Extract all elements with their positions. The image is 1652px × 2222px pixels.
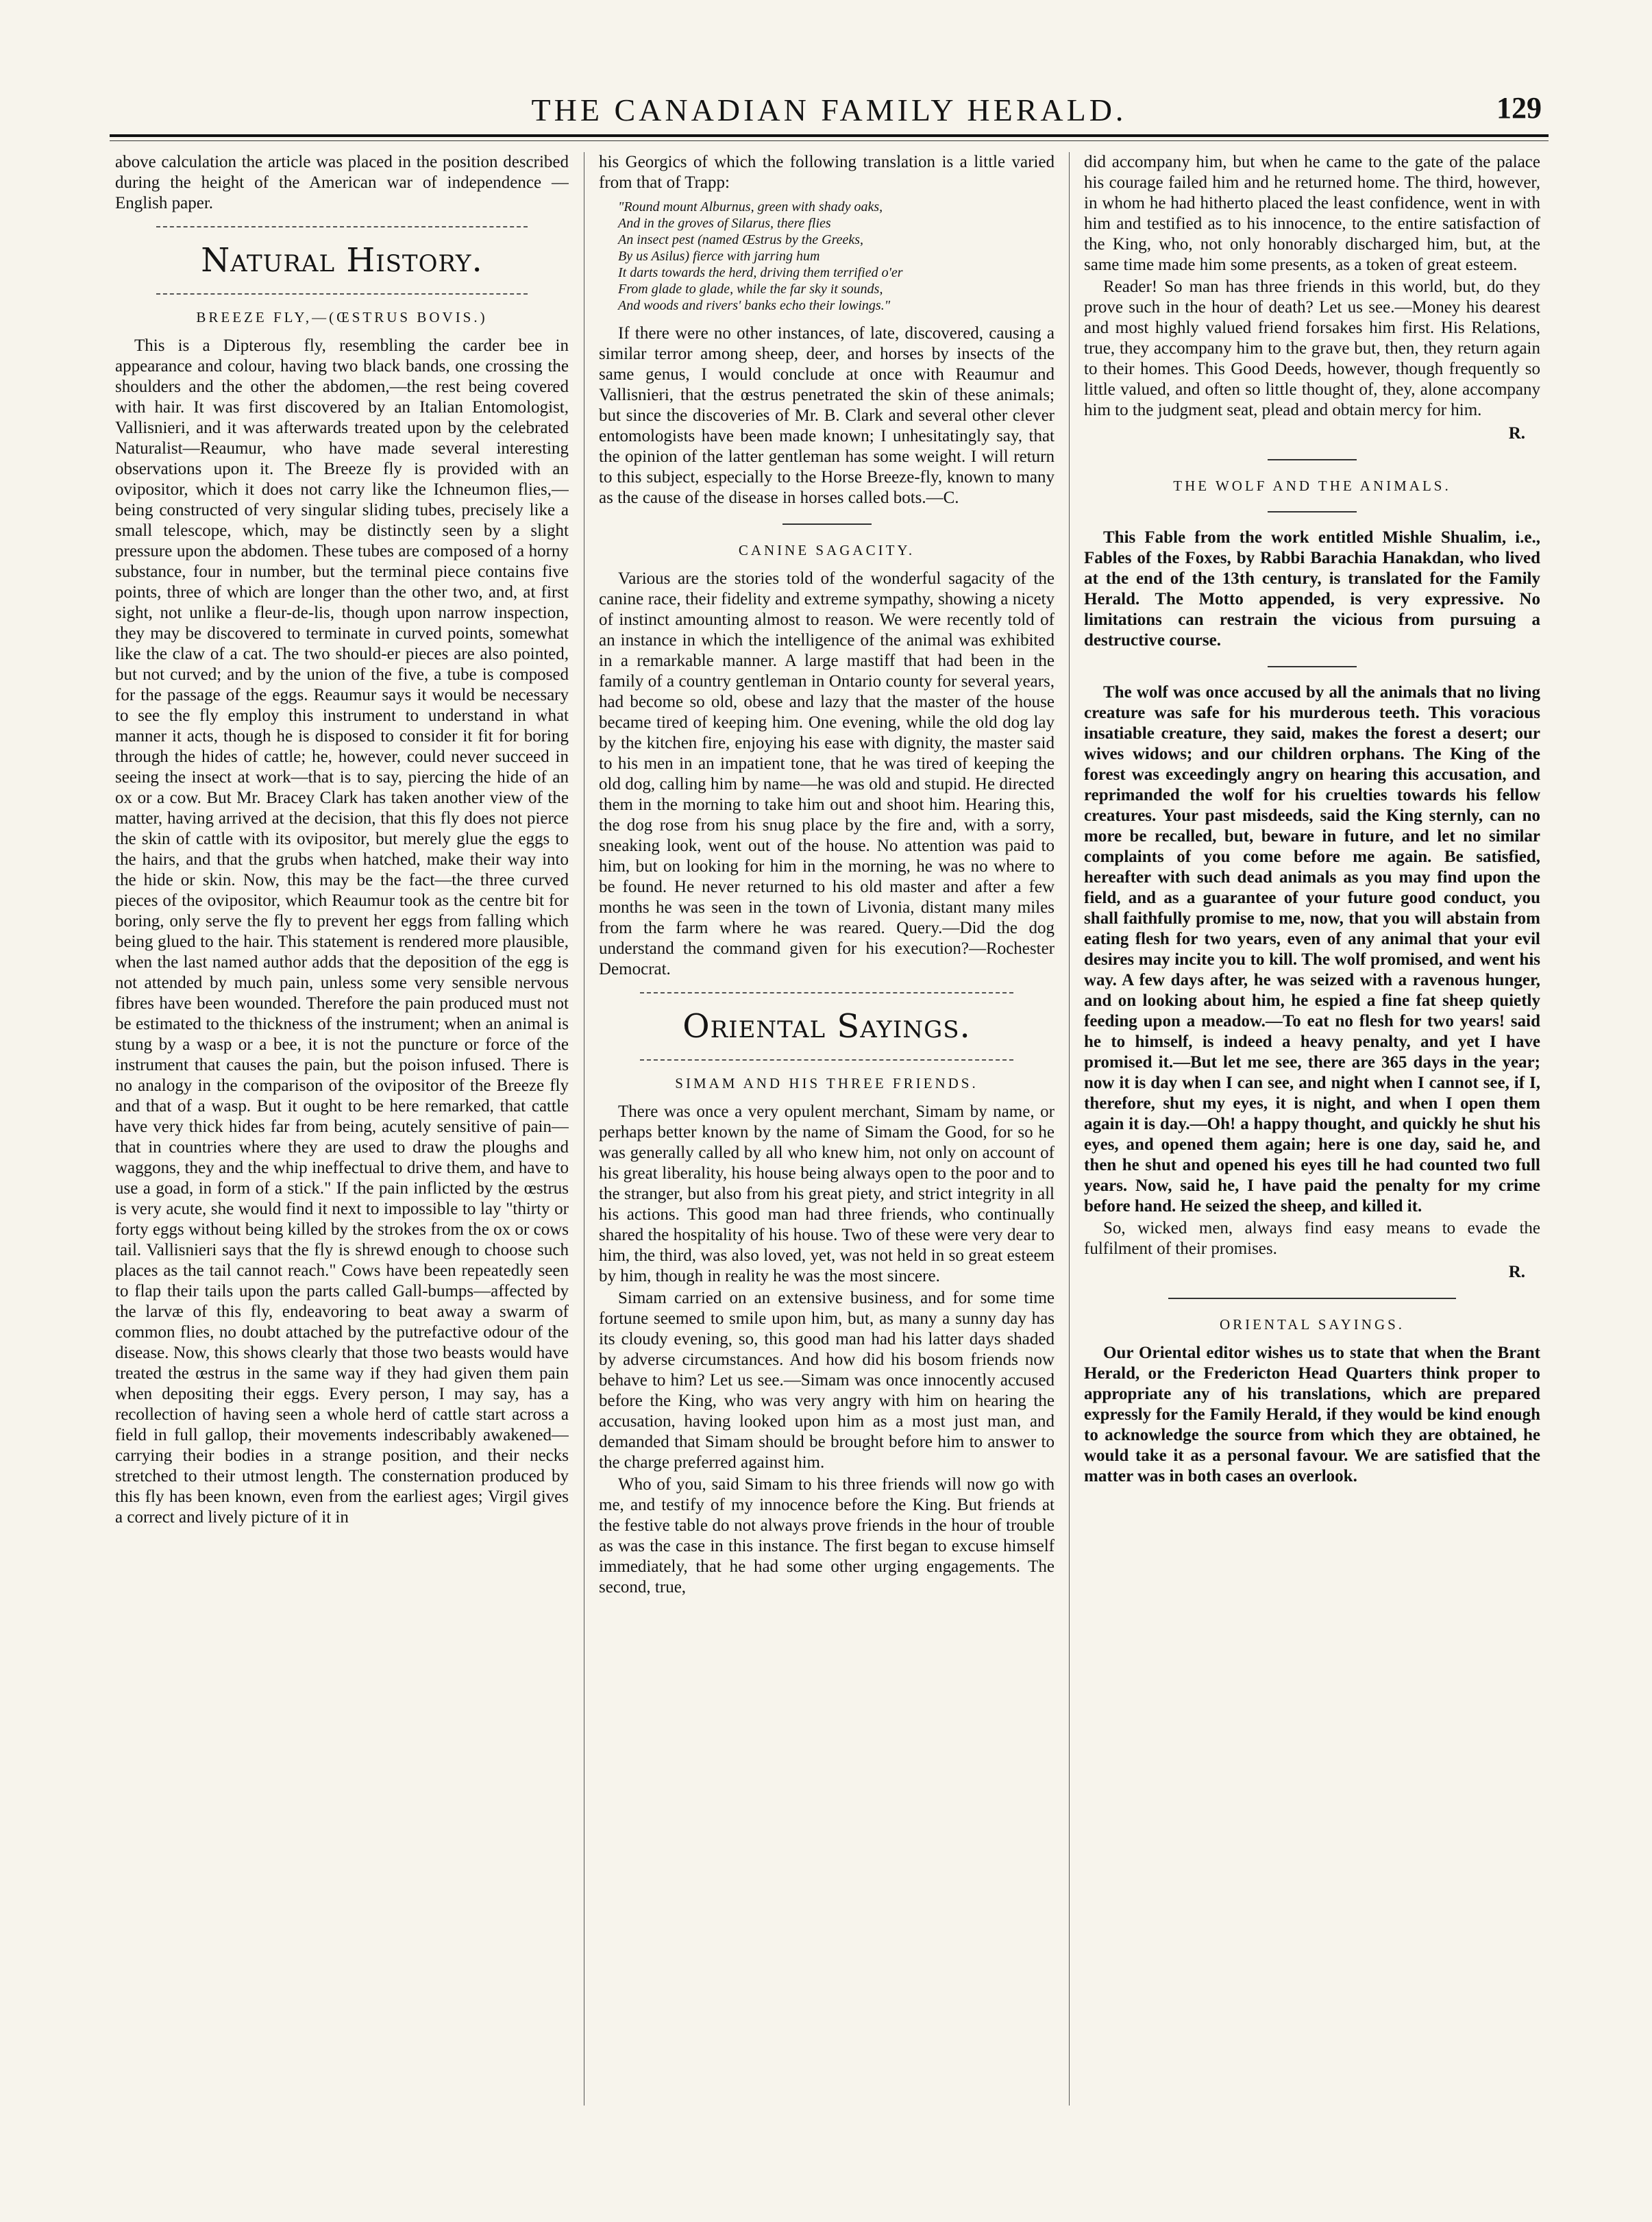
article-divider xyxy=(1268,511,1357,513)
author-signature: R. xyxy=(1508,424,1525,443)
header-rule xyxy=(110,134,1549,137)
simam-paragraph: Simam carried on an extensive business, and for some time fortune seemed to smile upon him, but, as many a sunny day has its cloudy evening, so, this good man had his latter days shaded by adverse circumstances. And how did his bosom friends now behave to him? Let us see.—Simam was once innocently accused before the King, who was very angry with him on hearing the accusation, having looked upon him as a most just man, and demanded that Simam should be brought before him to answer to the charge preferred against him. xyxy=(599,1289,1055,1472)
breeze-fly-heading: BREEZE FLY,—(ŒSTRUS BOVIS.) xyxy=(196,309,488,325)
verse-line: And in the groves of Silarus, there flies xyxy=(618,216,831,231)
natural-history-heading: Natural History. xyxy=(201,241,483,280)
oriental-sayings-notice-heading: ORIENTAL SAYINGS. xyxy=(1219,1316,1405,1333)
section-divider xyxy=(640,1059,1013,1061)
georgics-intro: his Georgics of which the following translation is a little varied from that of Trapp: xyxy=(599,153,1055,192)
column-right xyxy=(1084,152,1540,2106)
column-middle xyxy=(599,152,1055,2106)
verse-line: It darts towards the herd, driving them terrified o'er xyxy=(618,265,903,280)
simam-heading: SIMAM AND HIS THREE FRIENDS. xyxy=(675,1075,978,1091)
section-divider xyxy=(156,293,528,295)
column-left xyxy=(115,152,569,2106)
breeze-fly-paragraph: This is a Dipterous fly, resembling the carder bee in appearance and colour, having two black bands, one crossing the shoulders and the other the abdomen,—the rest being covered with hair. It was first discovered by an Italian Entomologist, Vallisnieri, and it was afterwards treated upon by the celebrated Naturalist—Reaumur, who have made several interesting observations upon it. The Breeze fly is provided with an ovipositor, which it does not carry like the Ichneumon flies,—being constructed of very singular sliding tubes, precisely like a small telescope, which, may be distinctly seen by a slight pressure upon the abdomen. These tubes are composed of a horny substance, four in number, but the terminal piece contains five points, three of which are longer than the other two, and, at first sight, not unlike a fleur-de-lis, though upon narrow inspection, they may be discovered to terminate in curved points, somewhat like the claw of a cat. The two should-er pieces are also pointed, but not curved; and by the union of the five, a tube is composed for the passage of the eggs. Reaumur says it would be necessary to see the fly employ this instrument to understand in what manner it acts, though he is disposed to consider it fit for boring through the hides of cattle; he, however, could never succeed in seeing the insect at work—that is to say, piercing the hide of an ox or a cow. But Mr. Bracey Clark has taken another view of the matter, having arrived at the decision, that this fly does not pierce the skin of cattle with its ovipositor, but merely glue the eggs to the hairs, and that the grubs when hatched, make their way into the hide or skin. Now, this may be the fact—the three curved pieces of the ovipositor, which Reaumur took as the centre bit for boring, only serve the fly to prevent her eggs from falling which being glued to the hair. This statement is rendered more plausible, when the last named author adds that the deposition of the egg is not attended by much pain, unless some very sensible nervous fibres have been wounded. Therefore the pain produced must not be estimated to the thickness of the instrument; when an animal is stung by a wasp or a bee, it is not the puncture or force of the instrument that causes the pain, but the poison infused. There is no analogy in the comparison of the ovipositor of the Breeze fly and that of a wasp. But it ought to be here remarked, that cattle have very thick hides far from being, acutely sensitive of pain—that in countries where they are used to draw the ploughs and waggons, they and the whip ineffectual to drive them, and have to use a goad, in form of a stick." If the pain inflicted by the œstrus is very acute, she would find it next to impossible to lay "thirty or forty eggs without being killed by the strokes from the ox or cows tail. Vallisnieri says that the fly is shrewd enough to choose such places as the tail cannot reach." Cows have been repeatedly seen to flap their tails upon the parts called Gall-bumps—affected by the larvæ of this fly, endeavoring to beat away a swarm of common flies, no doubt attached by the putrefactive odour of the disease. Now, this shows clearly that those two beasts would have treated the œstrus in the same way if they had given them pain when depositing their eggs. Every person, I may say, has a recollection of having seen a whole herd of cattle start across a field in full gallop, their movements indescribably awakened—carrying their bodies in a strange position, and their necks stretched to their utmost length. The consternation produced by this fly has been known, even from the earliest ages; Virgil gives a correct and lively picture of it in xyxy=(115,336,569,1527)
oriental-sayings-heading: Oriental Sayings. xyxy=(682,1007,971,1046)
wolf-moral: So, wicked men, always find easy means to evade the fulfilment of their promises. xyxy=(1084,1219,1540,1258)
verse-line: An insect pest (named Œstrus by the Greeks, xyxy=(618,232,864,247)
page-number: 129 xyxy=(1496,91,1542,125)
virgil-verse xyxy=(618,199,1048,314)
simam-paragraph: Who of you, said Simam to his three friends will now go with me, and testify of my innocence before the King. But friends at the festive table do not always prove friends in the hour of trouble as was the case in this instance. The first began to excuse himself immediately, that he had some other urging engagements. The second, true, xyxy=(599,1475,1055,1596)
section-divider xyxy=(156,226,528,227)
verse-line: By us Asilus) fierce with jarring hum xyxy=(618,249,820,264)
article-divider xyxy=(782,523,872,525)
article-divider xyxy=(1268,666,1357,667)
header-rule-thin xyxy=(110,140,1549,141)
simam-paragraph: There was once a very opulent merchant, Simam by name, or perhaps better known by the name of Simam the Good, for so he was generally called by all who knew him, not only on account of his great liberality, his house being always open to the poor and to the stranger, but also from his great piety, and strict integrity in all his actions. This good man had three friends, who continually shared the hospitality of his house. Two of these were very dear to him, the third, was also loved, yet, was not held in so great esteem by him, though in reality he was the most sincere. xyxy=(599,1102,1055,1285)
canine-sagacity-paragraph: Various are the stories told of the wonderful sagacity of the canine race, their fidelity and extreme sympathy, showing a nicety of instinct amounting almost to reason. We were recently told of an instance in which the intelligence of the animal was exhibited in a remarkable manner. A large mastiff that had been in the family of a country gentleman in Ontario county for several years, had become so old, obese and lazy that the master of the house became tired of keeping him. One evening, while the old dog lay by the kitchen fire, enjoying his ease with dignity, the master said to his men in an impatient tone, that he was tired of keeping the old dog, calling him by name—he was old and stupid. He directed them in the morning to take him out and shoot him. Hearing this, the dog rose from his snug place by the fire and, with a sorry, sneaking look, went out of the house. No attention was paid to him, but on looking for him in the morning, he was no where to be found. He never returned to his old master and after a few months he was seen in the town of Livonia, distant many miles from the farm where he was reared. Query.—Did the dog understand the command given for his execution?—Rochester Democrat. xyxy=(599,569,1055,978)
article-divider xyxy=(1168,1298,1456,1299)
oriental-sayings-notice: Our Oriental editor wishes us to state that when the Brant Herald, or the Fredericton Head Quarters think proper to appropriate any of his translations, which are prepared expressly for the Family Herald, if they would be kind enough to acknowledge the source from which they are obtained, he would take it as a personal favour. We are satisfied that the matter was in both cases an overlook. xyxy=(1084,1344,1540,1485)
wolf-story: The wolf was once accused by all the animals that no living creature was safe for his murderous teeth. This voracious insatiable creature, they said, makes the forest a desert; our wives widows; and our children orphans. The King of the forest was exceedingly angry on hearing this accusation, and reprimanded the wolf for his cruelties towards his fellow creatures. Your past misdeeds, said the King sternly, can no more be recalled, but, beware in future, and let no similar complaints of you come before me again. Be satisfied, hereafter with such dead animals as you may find upon the field, and as a guarantee of your future good conduct, you shall faithfully promise to me, now, that you will abstain from eating flesh for two years, even of any animal that your evil desires may incite you to kill. The wolf promised, and went his way. A few days after, he was seized with a ravenous hunger, and on looking about him, he espied a fine fat sheep quietly feeding upon a meadow.—To eat no flesh for two years! said he to himself, is indeed a heavy penalty, and yet I have promised it.—But let me see, there are 365 days in the year; now it is day when I can see, and night when I cannot see, if I, therefore, shut my eyes, it is night, and when I open them again it is day.—Oh! a happy thought, and quickly he shut his eyes, and opened them again; here is one day, said he, and then he shut and opened his eyes till he had counted two full years. Now, said he, I have paid the penalty for my crime before hand. He seized the sheep, and killed it. xyxy=(1084,683,1540,1215)
article-divider xyxy=(1268,459,1357,460)
verse-line: From glade to glade, while the far sky it sounds, xyxy=(618,282,883,297)
verse-line: "Round mount Alburnus, green with shady oaks, xyxy=(618,199,883,214)
section-divider xyxy=(640,992,1013,993)
intro-paragraph: above calculation the article was placed in the position described during the height of the American war of independence — English paper. xyxy=(115,153,569,212)
verse-line: And woods and rivers' banks echo their lowings." xyxy=(618,298,891,313)
wolf-intro: This Fable from the work entitled Mishle Shualim, i.e., Fables of the Foxes, by Rabbi Barachia Hanakdan, who lived at the end of the 13th century, is translated for the Family Herald. The Motto appended, is very expressive. No limitations can restrain the vicious from pursuing a destructive course. xyxy=(1084,528,1540,650)
column-rule-2 xyxy=(1069,152,1070,2106)
page-header xyxy=(110,88,1549,129)
canine-sagacity-heading: CANINE SAGACITY. xyxy=(738,542,915,558)
wolf-heading: THE WOLF AND THE ANIMALS. xyxy=(1173,478,1451,494)
breeze-fly-conclusion: If there were no other instances, of late, discovered, causing a similar terror among sheep, deer, and horses by insects of the same genus, I would conclude at once with Reaumur and Vallisnieri, that the œstrus penetrated the skin of these animals; but since the discoveries of Mr. B. Clark and several other clever entomologists have been made known; I unhesitatingly say, that the opinion of the latter gentleman has some weight. I will return to this subject, especially to the Horse Breeze-fly, known to many as the cause of the disease in horses called bots.—C. xyxy=(599,324,1055,507)
author-signature: R. xyxy=(1508,1263,1525,1281)
running-title: THE CANADIAN FAMILY HERALD. xyxy=(531,92,1127,127)
simam-moral: Reader! So man has three friends in this world, but, do they prove such in the hour of death? Let us see.—Money his dearest and most highly valued friend forsakes him first. His Relations, true, they accompany him to the grave but, then, they return again to their homes. This Good Deeds, however, though frequently so little valued, and often so little thought of, they, alone accompany him to the judgment seat, plead and obtain mercy for him. xyxy=(1084,277,1540,419)
simam-continuation: did accompany him, but when he came to the gate of the palace his courage failed him and he returned home. The third, however, in whom he had hitherto placed the least confidence, went in with him and testified as to his innocence, to the entire satisfaction of the King, who, not only honorably discharged him, but, at the same time made him some presents, as a token of great esteem. xyxy=(1084,153,1540,274)
